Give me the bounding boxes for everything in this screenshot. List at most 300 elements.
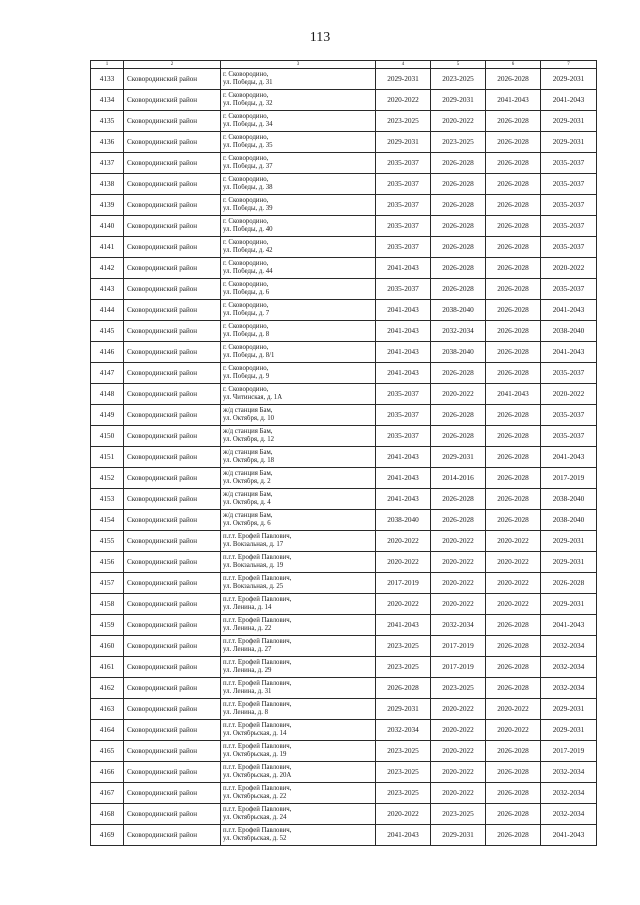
period-cell-col6: 2026-2028 (486, 258, 541, 279)
period-cell-col5: 2020-2022 (431, 783, 486, 804)
row-number-cell: 4159 (91, 615, 124, 636)
address-street: ул. Октября, д. 10 (223, 415, 275, 422)
table-header-row (91, 61, 597, 69)
period-cell-col7: 2032-2034 (541, 783, 597, 804)
address-cell (221, 762, 376, 783)
table-row (91, 762, 597, 783)
address-street: ул. Октябрьская, д. 14 (223, 730, 287, 737)
address-cell (221, 426, 376, 447)
page-number: 113 (309, 30, 331, 45)
period-cell-col7: 2029-2031 (541, 132, 597, 153)
data-table (90, 60, 597, 846)
period-cell-col7: 2029-2031 (541, 531, 597, 552)
period-cell-col4: 2041-2043 (376, 342, 431, 363)
row-number-cell: 4140 (91, 216, 124, 237)
address-cell (221, 132, 376, 153)
table-row (91, 69, 597, 90)
address-locality: г. Сковородино, (223, 281, 269, 289)
period-cell-col4: 2023-2025 (376, 762, 431, 783)
period-cell-col4: 2041-2043 (376, 447, 431, 468)
period-cell-col5: 2020-2022 (431, 573, 486, 594)
period-cell-col5: 2026-2028 (431, 363, 486, 384)
period-cell-col4: 2020-2022 (376, 531, 431, 552)
address-street: ул. Победы, д. 7 (223, 310, 270, 317)
district-cell: Сковородинский район (124, 552, 221, 573)
row-number-cell: 4154 (91, 510, 124, 531)
period-cell-col5: 2026-2028 (431, 510, 486, 531)
address-street: ул. Вокзальная, д. 17 (223, 541, 284, 548)
period-cell-col7: 2041-2043 (541, 447, 597, 468)
row-number-cell: 4134 (91, 90, 124, 111)
table-row (91, 195, 597, 216)
address-locality: ж/д станция Бам, (223, 512, 273, 520)
period-cell-col6: 2026-2028 (486, 615, 541, 636)
address-locality: г. Сковородино, (223, 386, 269, 394)
period-cell-col7: 2032-2034 (541, 762, 597, 783)
row-number-cell: 4135 (91, 111, 124, 132)
row-number-cell: 4151 (91, 447, 124, 468)
period-cell-col7: 2035-2037 (541, 216, 597, 237)
period-cell-col5: 2020-2022 (431, 720, 486, 741)
address-cell (221, 258, 376, 279)
table-row (91, 783, 597, 804)
period-cell-col6: 2026-2028 (486, 69, 541, 90)
address-locality: г. Сковородино, (223, 92, 269, 100)
table-row (91, 741, 597, 762)
district-cell: Сковородинский район (124, 489, 221, 510)
period-cell-col7: 2035-2037 (541, 363, 597, 384)
table-row (91, 825, 597, 846)
row-number-cell: 4162 (91, 678, 124, 699)
period-cell-col4: 2041-2043 (376, 825, 431, 846)
district-cell: Сковородинский район (124, 699, 221, 720)
period-cell-col5: 2038-2040 (431, 342, 486, 363)
address-street: ул. Октябрьская, д. 24 (223, 814, 287, 821)
district-cell: Сковородинский район (124, 426, 221, 447)
period-cell-col6: 2026-2028 (486, 153, 541, 174)
district-cell: Сковородинский район (124, 594, 221, 615)
period-cell-col7: 2035-2037 (541, 153, 597, 174)
district-cell: Сковородинский район (124, 615, 221, 636)
table-row (91, 90, 597, 111)
table-row (91, 678, 597, 699)
address-locality: ж/д станция Бам, (223, 407, 273, 415)
period-cell-col6: 2026-2028 (486, 195, 541, 216)
period-cell-col4: 2041-2043 (376, 615, 431, 636)
row-number-cell: 4153 (91, 489, 124, 510)
address-cell (221, 615, 376, 636)
period-cell-col6: 2026-2028 (486, 510, 541, 531)
address-locality: п.г.т. Ерофей Павлович, (223, 638, 292, 646)
period-cell-col5: 2014-2016 (431, 468, 486, 489)
row-number-cell: 4158 (91, 594, 124, 615)
period-cell-col7: 2041-2043 (541, 342, 597, 363)
table-row (91, 321, 597, 342)
address-street: ул. Ленина, д. 22 (223, 625, 272, 632)
district-cell: Сковородинский район (124, 405, 221, 426)
table-row (91, 657, 597, 678)
period-cell-col6: 2026-2028 (486, 111, 541, 132)
period-cell-col4: 2041-2043 (376, 468, 431, 489)
period-cell-col6: 2026-2028 (486, 636, 541, 657)
period-cell-col6: 2026-2028 (486, 804, 541, 825)
address-cell (221, 531, 376, 552)
address-cell (221, 363, 376, 384)
district-cell: Сковородинский район (124, 237, 221, 258)
row-number-cell: 4137 (91, 153, 124, 174)
address-locality: ж/д станция Бам, (223, 428, 273, 436)
address-street: ул. Октябрьская, д. 20А (223, 772, 292, 779)
period-cell-col5: 2026-2028 (431, 258, 486, 279)
address-street: ул. Победы, д. 39 (223, 205, 273, 212)
address-locality: г. Сковородино, (223, 344, 269, 352)
district-cell: Сковородинский район (124, 510, 221, 531)
row-number-cell: 4166 (91, 762, 124, 783)
period-cell-col4: 2017-2019 (376, 573, 431, 594)
district-cell: Сковородинский район (124, 111, 221, 132)
period-cell-col6: 2020-2022 (486, 720, 541, 741)
period-cell-col4: 2038-2040 (376, 510, 431, 531)
period-cell-col5: 2038-2040 (431, 300, 486, 321)
address-street: ул. Ленина, д. 29 (223, 667, 272, 674)
district-cell: Сковородинский район (124, 321, 221, 342)
address-street: ул. Ленина, д. 14 (223, 604, 272, 611)
period-cell-col7: 2020-2022 (541, 258, 597, 279)
address-street: ул. Октябрьская, д. 52 (223, 835, 287, 842)
address-cell (221, 90, 376, 111)
address-locality: г. Сковородино, (223, 218, 269, 226)
period-cell-col5: 2029-2031 (431, 825, 486, 846)
address-locality: п.г.т. Ерофей Павлович, (223, 659, 292, 667)
address-cell (221, 594, 376, 615)
district-cell: Сковородинский район (124, 447, 221, 468)
period-cell-col5: 2023-2025 (431, 69, 486, 90)
period-cell-col7: 2017-2019 (541, 741, 597, 762)
period-cell-col7: 2032-2034 (541, 657, 597, 678)
table-row (91, 573, 597, 594)
period-cell-col7: 2020-2022 (541, 384, 597, 405)
period-cell-col6: 2026-2028 (486, 489, 541, 510)
address-locality: п.г.т. Ерофей Павлович, (223, 533, 292, 541)
address-locality: п.г.т. Ерофей Павлович, (223, 680, 292, 688)
district-cell: Сковородинский район (124, 300, 221, 321)
address-locality: п.г.т. Ерофей Павлович, (223, 575, 292, 583)
period-cell-col6: 2026-2028 (486, 405, 541, 426)
address-street: ул. Победы, д. 8 (223, 331, 270, 338)
district-cell: Сковородинский район (124, 90, 221, 111)
period-cell-col6: 2026-2028 (486, 279, 541, 300)
period-cell-col5: 2020-2022 (431, 762, 486, 783)
period-cell-col4: 2035-2037 (376, 174, 431, 195)
period-cell-col4: 2026-2028 (376, 678, 431, 699)
period-cell-col4: 2020-2022 (376, 804, 431, 825)
address-cell (221, 783, 376, 804)
period-cell-col7: 2041-2043 (541, 300, 597, 321)
period-cell-col4: 2041-2043 (376, 363, 431, 384)
table-row (91, 594, 597, 615)
address-cell (221, 69, 376, 90)
period-cell-col6: 2026-2028 (486, 174, 541, 195)
period-cell-col4: 2035-2037 (376, 153, 431, 174)
table-row (91, 510, 597, 531)
district-cell: Сковородинский район (124, 132, 221, 153)
period-cell-col4: 2023-2025 (376, 741, 431, 762)
district-cell: Сковородинский район (124, 153, 221, 174)
district-cell: Сковородинский район (124, 762, 221, 783)
period-cell-col4: 2041-2043 (376, 321, 431, 342)
district-cell: Сковородинский район (124, 804, 221, 825)
period-cell-col6: 2026-2028 (486, 657, 541, 678)
address-locality: г. Сковородино, (223, 155, 269, 163)
table-row (91, 153, 597, 174)
address-street: ул. Октября, д. 6 (223, 520, 271, 527)
period-cell-col6: 2026-2028 (486, 300, 541, 321)
address-locality: г. Сковородино, (223, 239, 269, 247)
address-street: ул. Октября, д. 18 (223, 457, 275, 464)
period-cell-col4: 2023-2025 (376, 783, 431, 804)
row-number-cell: 4142 (91, 258, 124, 279)
period-cell-col7: 2032-2034 (541, 678, 597, 699)
address-cell (221, 321, 376, 342)
address-street: ул. Победы, д. 34 (223, 121, 273, 128)
address-locality: г. Сковородино, (223, 113, 269, 121)
address-cell (221, 342, 376, 363)
period-cell-col7: 2038-2040 (541, 489, 597, 510)
table-row (91, 552, 597, 573)
table-row (91, 447, 597, 468)
row-number-cell: 4164 (91, 720, 124, 741)
table-row (91, 174, 597, 195)
period-cell-col4: 2029-2031 (376, 69, 431, 90)
address-cell (221, 636, 376, 657)
row-number-cell: 4156 (91, 552, 124, 573)
column-header-4: 4 (376, 61, 431, 69)
address-cell (221, 195, 376, 216)
period-cell-col7: 2035-2037 (541, 237, 597, 258)
address-street: ул. Победы, д. 6 (223, 289, 270, 296)
table-row (91, 489, 597, 510)
row-number-cell: 4133 (91, 69, 124, 90)
period-cell-col5: 2020-2022 (431, 531, 486, 552)
district-cell: Сковородинский район (124, 384, 221, 405)
table-row (91, 615, 597, 636)
table-row (91, 216, 597, 237)
row-number-cell: 4165 (91, 741, 124, 762)
period-cell-col6: 2020-2022 (486, 699, 541, 720)
period-cell-col6: 2026-2028 (486, 468, 541, 489)
address-street: ул. Ленина, д. 8 (223, 709, 269, 716)
district-cell: Сковородинский район (124, 174, 221, 195)
period-cell-col6: 2026-2028 (486, 447, 541, 468)
period-cell-col4: 2041-2043 (376, 258, 431, 279)
table-row (91, 237, 597, 258)
address-street: ул. Ленина, д. 27 (223, 646, 272, 653)
address-cell (221, 699, 376, 720)
period-cell-col4: 2032-2034 (376, 720, 431, 741)
address-cell (221, 741, 376, 762)
address-cell (221, 111, 376, 132)
period-cell-col4: 2035-2037 (376, 384, 431, 405)
table-row (91, 720, 597, 741)
district-cell: Сковородинский район (124, 657, 221, 678)
table-row (91, 258, 597, 279)
row-number-cell: 4141 (91, 237, 124, 258)
table-row (91, 300, 597, 321)
period-cell-col6: 2026-2028 (486, 426, 541, 447)
address-street: ул. Победы, д. 8/1 (223, 352, 275, 359)
address-street: ул. Читинская, д. 1А (223, 394, 283, 401)
district-cell: Сковородинский район (124, 783, 221, 804)
address-locality: г. Сковородино, (223, 302, 269, 310)
address-locality: п.г.т. Ерофей Павлович, (223, 596, 292, 604)
district-cell: Сковородинский район (124, 573, 221, 594)
address-cell (221, 216, 376, 237)
period-cell-col6: 2026-2028 (486, 825, 541, 846)
address-street: ул. Победы, д. 40 (223, 226, 273, 233)
address-cell (221, 804, 376, 825)
period-cell-col5: 2026-2028 (431, 237, 486, 258)
address-cell (221, 300, 376, 321)
table-row (91, 279, 597, 300)
address-cell (221, 825, 376, 846)
column-header-7: 7 (541, 61, 597, 69)
address-locality: ж/д станция Бам, (223, 470, 273, 478)
district-cell: Сковородинский район (124, 741, 221, 762)
period-cell-col4: 2020-2022 (376, 594, 431, 615)
address-street: ул. Октябрьская, д. 22 (223, 793, 287, 800)
period-cell-col5: 2029-2031 (431, 90, 486, 111)
address-street: ул. Победы, д. 35 (223, 142, 273, 149)
address-cell (221, 468, 376, 489)
period-cell-col7: 2038-2040 (541, 510, 597, 531)
period-cell-col7: 2029-2031 (541, 69, 597, 90)
period-cell-col5: 2032-2034 (431, 321, 486, 342)
table-row (91, 363, 597, 384)
row-number-cell: 4169 (91, 825, 124, 846)
table-row (91, 405, 597, 426)
period-cell-col4: 2029-2031 (376, 132, 431, 153)
period-cell-col4: 2035-2037 (376, 426, 431, 447)
period-cell-col6: 2026-2028 (486, 216, 541, 237)
period-cell-col4: 2041-2043 (376, 489, 431, 510)
table-row (91, 384, 597, 405)
period-cell-col7: 2035-2037 (541, 174, 597, 195)
column-header-2: 2 (124, 61, 221, 69)
address-street: ул. Победы, д. 37 (223, 163, 273, 170)
period-cell-col5: 2023-2025 (431, 804, 486, 825)
period-cell-col7: 2017-2019 (541, 468, 597, 489)
period-cell-col7: 2035-2037 (541, 279, 597, 300)
address-street: ул. Вокзальная, д. 19 (223, 562, 284, 569)
table-row (91, 111, 597, 132)
district-cell: Сковородинский район (124, 531, 221, 552)
address-cell (221, 279, 376, 300)
row-number-cell: 4138 (91, 174, 124, 195)
address-street: ул. Победы, д. 38 (223, 184, 273, 191)
period-cell-col5: 2026-2028 (431, 216, 486, 237)
row-number-cell: 4146 (91, 342, 124, 363)
table-row (91, 804, 597, 825)
row-number-cell: 4136 (91, 132, 124, 153)
address-locality: г. Сковородино, (223, 365, 269, 373)
period-cell-col4: 2035-2037 (376, 195, 431, 216)
period-cell-col6: 2026-2028 (486, 237, 541, 258)
period-cell-col5: 2020-2022 (431, 111, 486, 132)
address-street: ул. Вокзальная, д. 25 (223, 583, 284, 590)
table-row (91, 342, 597, 363)
district-cell: Сковородинский район (124, 216, 221, 237)
address-cell (221, 678, 376, 699)
district-cell: Сковородинский район (124, 69, 221, 90)
row-number-cell: 4145 (91, 321, 124, 342)
period-cell-col6: 2020-2022 (486, 531, 541, 552)
address-locality: п.г.т. Ерофей Павлович, (223, 785, 292, 793)
period-cell-col7: 2038-2040 (541, 321, 597, 342)
period-cell-col6: 2026-2028 (486, 363, 541, 384)
period-cell-col7: 2041-2043 (541, 825, 597, 846)
period-cell-col6: 2041-2043 (486, 90, 541, 111)
row-number-cell: 4147 (91, 363, 124, 384)
row-number-cell: 4168 (91, 804, 124, 825)
period-cell-col6: 2026-2028 (486, 132, 541, 153)
column-header-1: 1 (91, 61, 124, 69)
address-locality: п.г.т. Ерофей Павлович, (223, 554, 292, 562)
table-row (91, 132, 597, 153)
period-cell-col7: 2029-2031 (541, 552, 597, 573)
address-street: ул. Октября, д. 12 (223, 436, 275, 443)
address-locality: г. Сковородино, (223, 134, 269, 142)
period-cell-col4: 2020-2022 (376, 90, 431, 111)
period-cell-col4: 2035-2037 (376, 237, 431, 258)
row-number-cell: 4161 (91, 657, 124, 678)
period-cell-col5: 2020-2022 (431, 552, 486, 573)
district-cell: Сковородинский район (124, 195, 221, 216)
period-cell-col6: 2020-2022 (486, 552, 541, 573)
period-cell-col5: 2029-2031 (431, 447, 486, 468)
period-cell-col7: 2041-2043 (541, 90, 597, 111)
district-cell: Сковородинский район (124, 342, 221, 363)
row-number-cell: 4143 (91, 279, 124, 300)
row-number-cell: 4152 (91, 468, 124, 489)
period-cell-col5: 2026-2028 (431, 426, 486, 447)
data-table-container (90, 60, 596, 846)
address-locality: г. Сковородино, (223, 71, 269, 79)
period-cell-col5: 2026-2028 (431, 489, 486, 510)
period-cell-col7: 2035-2037 (541, 405, 597, 426)
district-cell: Сковородинский район (124, 720, 221, 741)
address-cell (221, 153, 376, 174)
period-cell-col4: 2023-2025 (376, 657, 431, 678)
period-cell-col7: 2032-2034 (541, 804, 597, 825)
district-cell: Сковородинский район (124, 363, 221, 384)
period-cell-col6: 2026-2028 (486, 741, 541, 762)
period-cell-col7: 2035-2037 (541, 426, 597, 447)
period-cell-col6: 2020-2022 (486, 594, 541, 615)
table-row (91, 468, 597, 489)
address-cell (221, 573, 376, 594)
district-cell: Сковородинский район (124, 636, 221, 657)
period-cell-col7: 2035-2037 (541, 195, 597, 216)
district-cell: Сковородинский район (124, 258, 221, 279)
address-locality: п.г.т. Ерофей Павлович, (223, 827, 292, 835)
address-cell (221, 447, 376, 468)
row-number-cell: 4148 (91, 384, 124, 405)
district-cell: Сковородинский район (124, 825, 221, 846)
period-cell-col5: 2032-2034 (431, 615, 486, 636)
address-cell (221, 510, 376, 531)
address-cell (221, 657, 376, 678)
address-locality: ж/д станция Бам, (223, 449, 273, 457)
